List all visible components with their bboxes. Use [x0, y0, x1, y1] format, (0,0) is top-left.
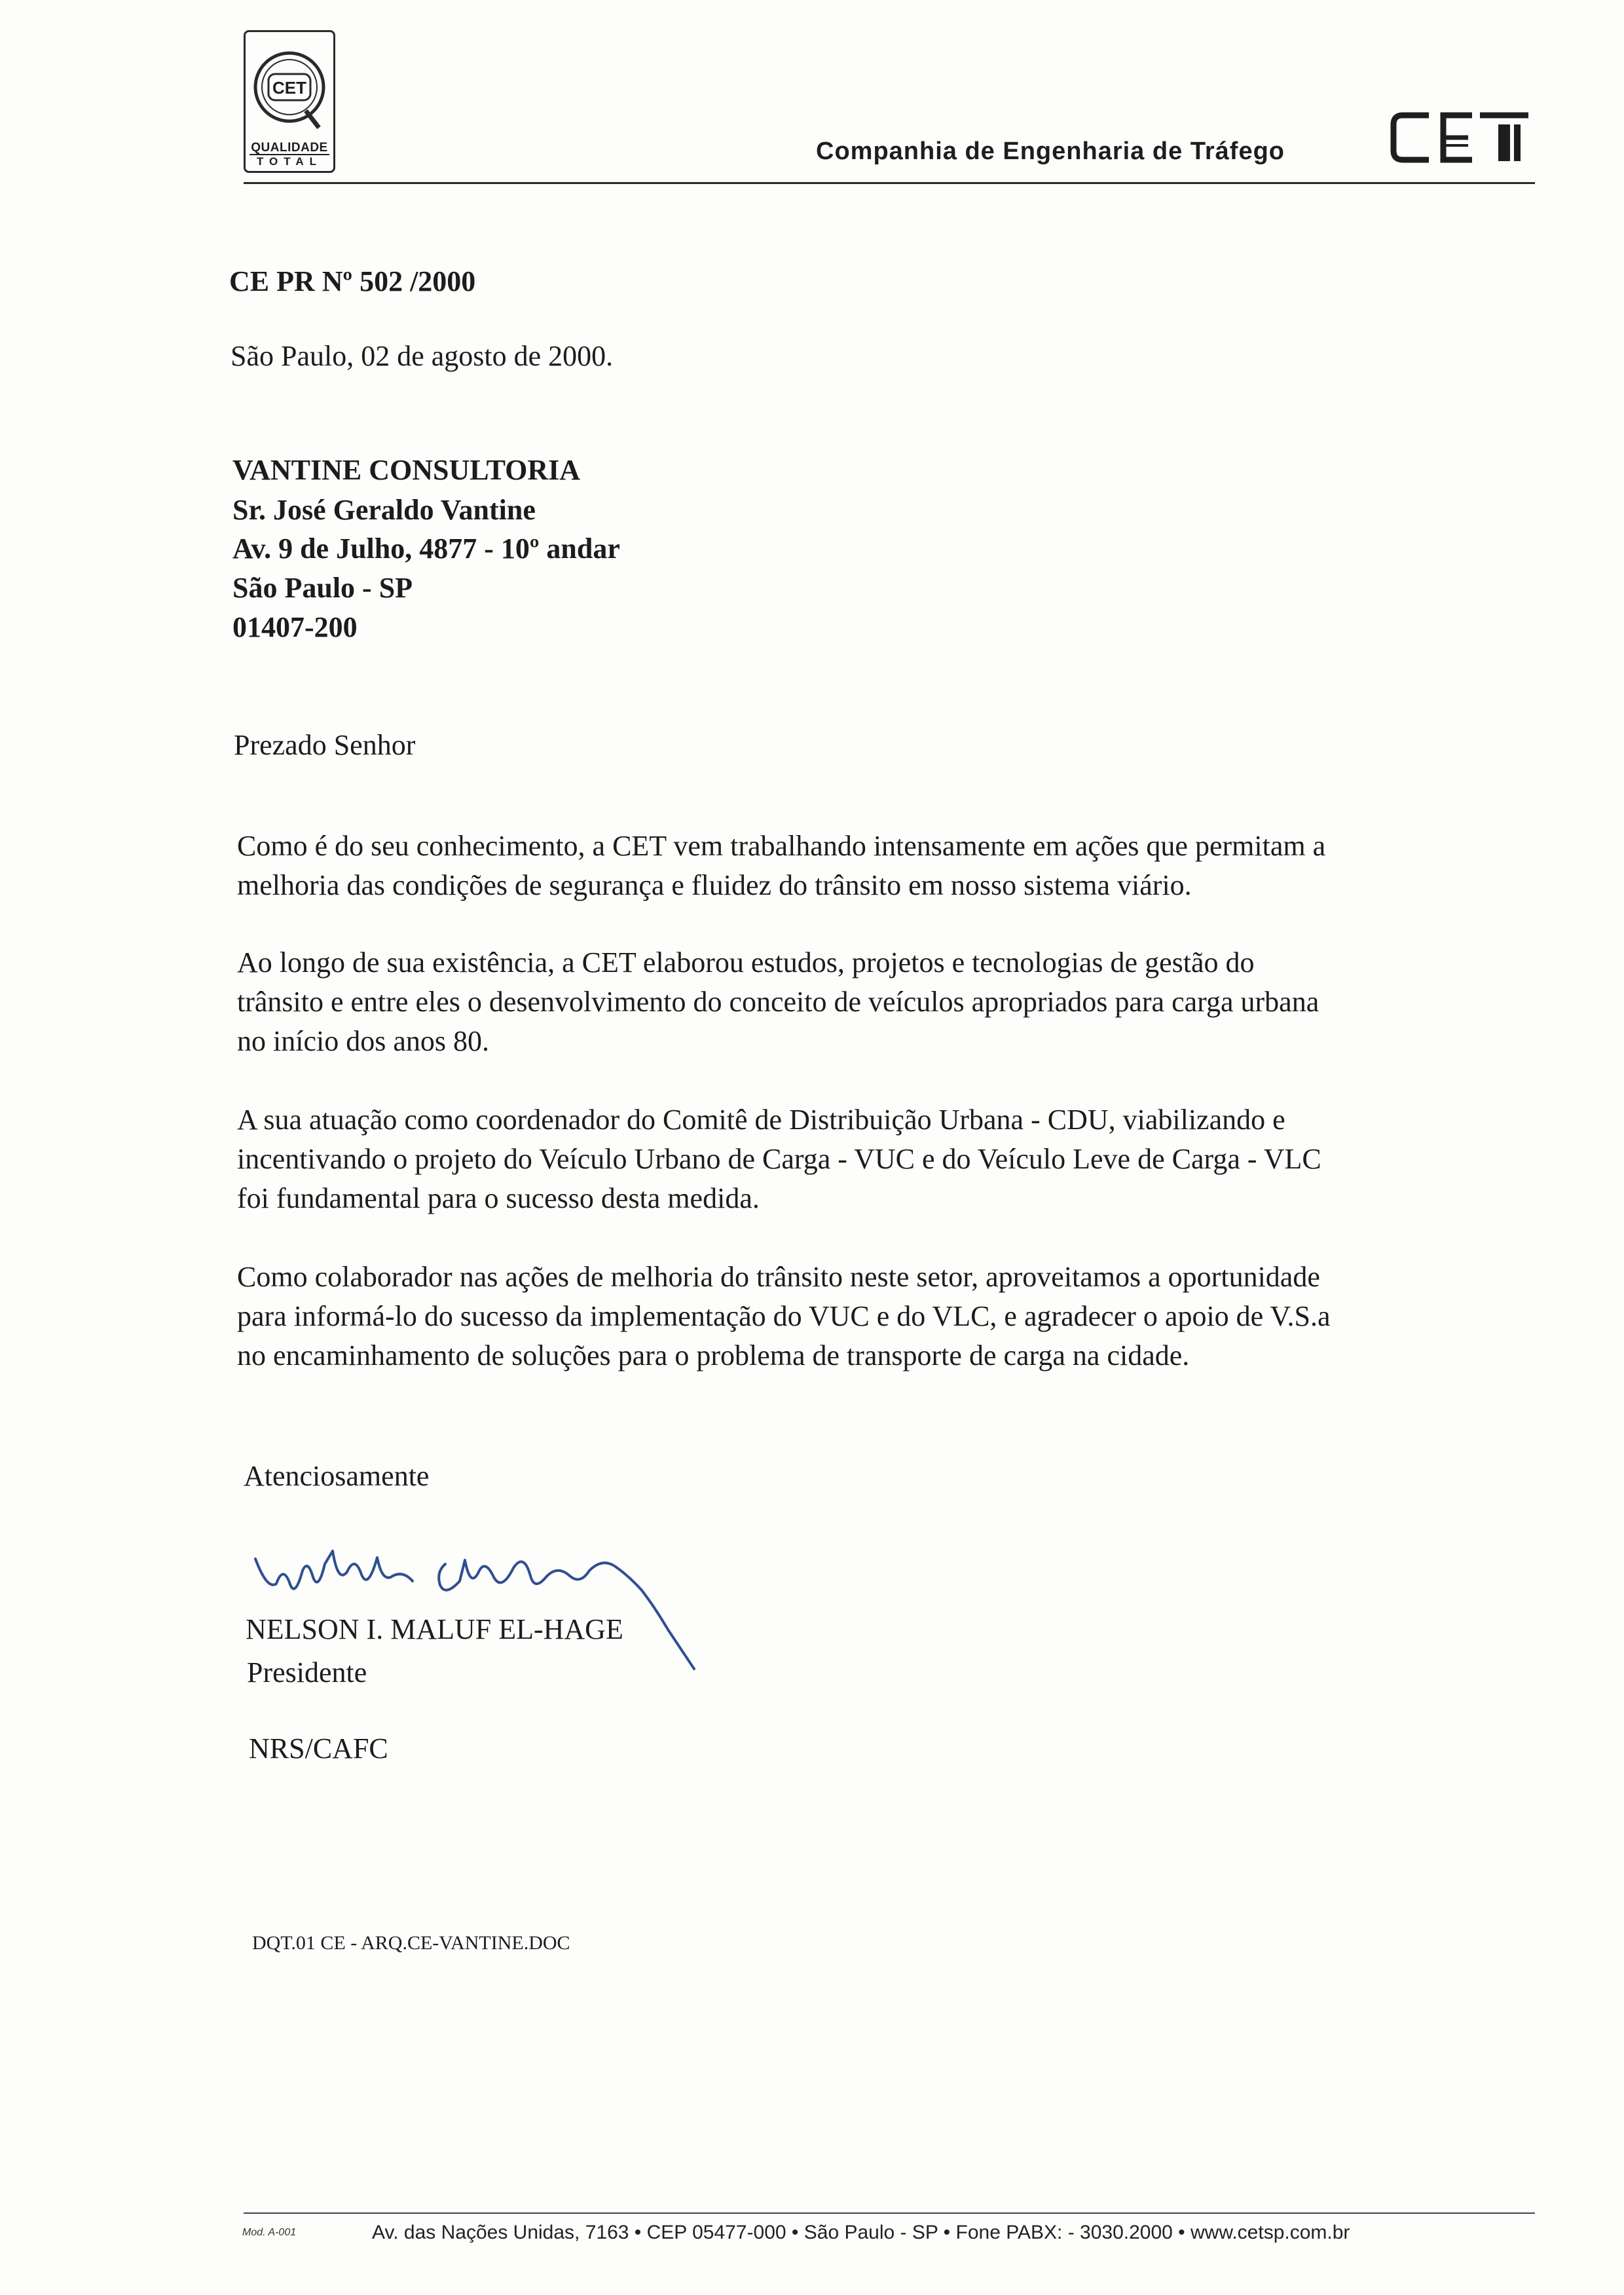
- letter-date: São Paulo, 02 de agosto de 2000.: [231, 340, 614, 372]
- paragraph-line: Como colaborador nas ações de melhoria do trânsito neste setor, aproveitamos a oportunidade: [237, 1261, 1320, 1293]
- paragraph-line: Ao longo de sua existência, a CET elaborou estudos, projetos e tecnologias de gestão do: [237, 946, 1255, 979]
- footer-divider: [244, 2212, 1535, 2214]
- salutation: Prezado Senhor: [234, 729, 416, 761]
- cet-logo-icon: [1388, 109, 1534, 166]
- paragraph-line: incentivando o projeto do Veículo Urbano de Carga - VUC e do Veículo Leve de Carga - VLC: [237, 1143, 1321, 1175]
- body-paragraph-1: [237, 827, 1500, 905]
- closing-phrase: Atenciosamente: [244, 1460, 430, 1492]
- body-paragraph-4: [237, 1258, 1500, 1375]
- file-reference: DQT.01 CE - ARQ.CE-VANTINE.DOC: [252, 1932, 570, 1954]
- recipient-name: Sr. José Geraldo Vantine: [232, 494, 536, 526]
- form-code: Mod. A-001: [242, 2227, 297, 2238]
- recipient-street: Av. 9 de Julho, 4877 - 10º andar: [232, 532, 620, 565]
- typist-initials: NRS/CAFC: [249, 1732, 388, 1764]
- paragraph-line: trânsito e entre eles o desenvolvimento do conceito de veículos apropriados para carga urbana: [237, 986, 1320, 1018]
- recipient-postal-code: 01407-200: [232, 611, 358, 643]
- cet-brand-logo: [1388, 109, 1534, 166]
- seal-label-line1: QUALIDADE: [251, 141, 328, 155]
- signatory-title: Presidente: [247, 1656, 367, 1689]
- body-paragraph-2: [237, 943, 1500, 1061]
- body-paragraph-3: [237, 1100, 1500, 1218]
- paragraph-line: foi fundamental para o sucesso desta medida.: [237, 1182, 760, 1214]
- paragraph-line: A sua atuação como coordenador do Comitê de Distribuição Urbana - CDU, viabilizando e: [237, 1104, 1285, 1136]
- header-divider: [244, 182, 1535, 184]
- company-name: Companhia de Engenharia de Tráfego: [816, 138, 1285, 165]
- paragraph-line: Como é do seu conhecimento, a CET vem trabalhando intensamente em ações que permitam a: [237, 830, 1326, 862]
- seal-logo-text: CET: [272, 78, 306, 98]
- paragraph-line: melhoria das condições de segurança e fluidez do trânsito em nosso sistema viário.: [237, 869, 1192, 901]
- paragraph-line: no encaminhamento de soluções para o problema de transporte de carga na cidade.: [237, 1339, 1190, 1371]
- seal-label-line2: TOTAL: [249, 154, 329, 168]
- recipient-city: São Paulo - SP: [232, 572, 413, 604]
- document-number: CE PR Nº 502 /2000: [229, 265, 476, 297]
- quality-seal-logo: [244, 30, 335, 173]
- paragraph-line: no início dos anos 80.: [237, 1025, 489, 1057]
- signatory-name: NELSON I. MALUF EL-HAGE: [246, 1613, 623, 1645]
- footer-contact-line: Av. das Nações Unidas, 7163 • CEP 05477-000 • São Paulo - SP • Fone PABX: - 3030.2000 • www.cetsp.com.br: [372, 2222, 1350, 2243]
- recipient-company: VANTINE CONSULTORIA: [232, 454, 581, 486]
- paragraph-line: para informá-lo do sucesso da implementação do VUC e do VLC, e agradecer o apoio de V.S.a: [237, 1300, 1331, 1332]
